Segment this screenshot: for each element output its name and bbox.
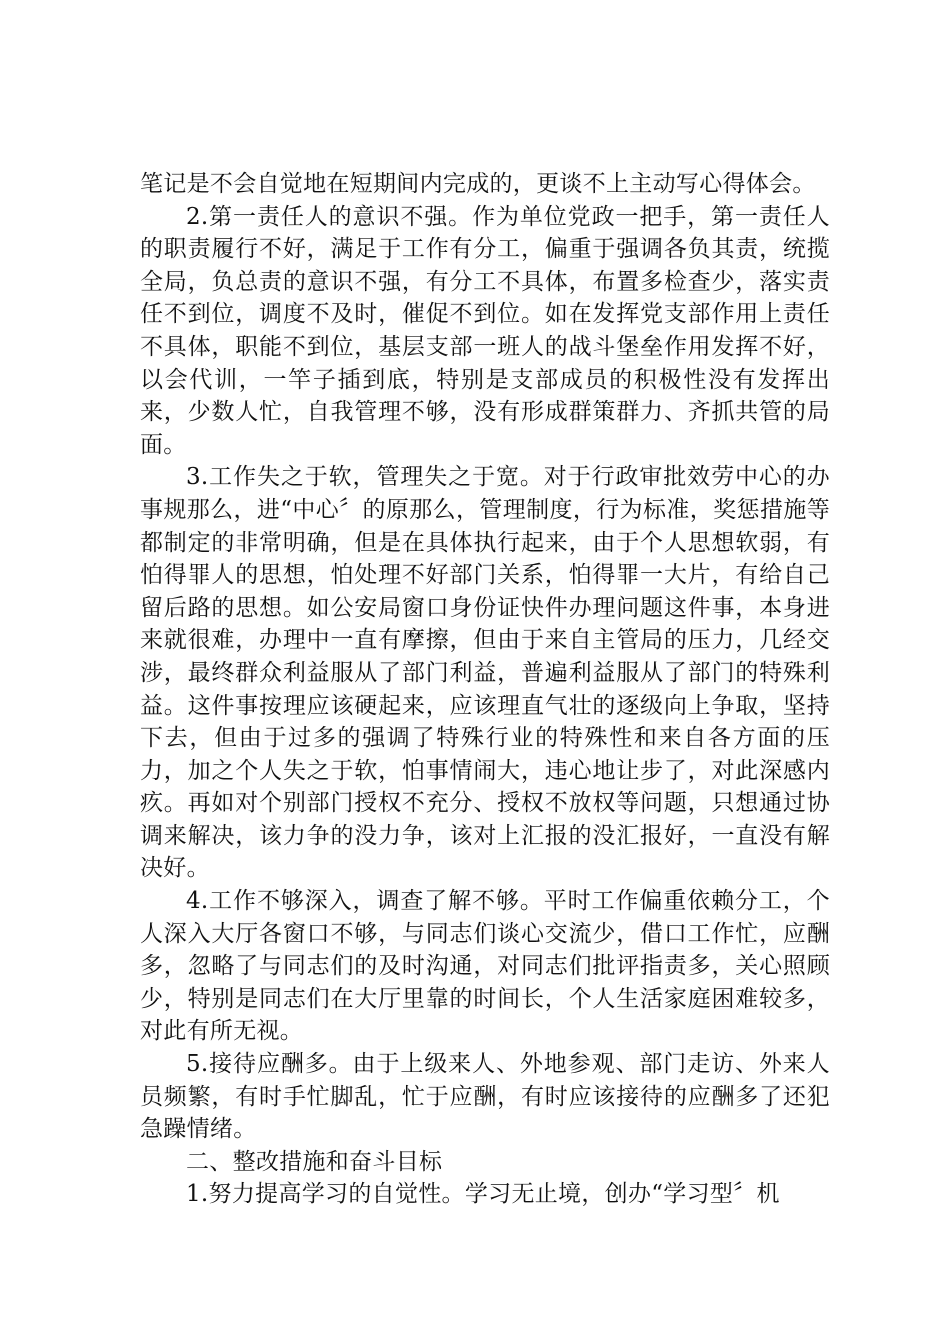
section-heading: 二、整改措施和奋斗目标	[186, 1148, 443, 1175]
paragraph-item-3: 3.工作失之于软，管理失之于宽。对于行政审批效劳中心的办事规那么，进“中心〞的原那么，管理制度，行为标准，奖惩措施等都制定的非常明确，但是在具体执行起来，由于个人思想软弱，有怕得罪人的思想，怕处理不好部门关系，怕得罪一大片，有给自己留后路的思想。如公安局窗口身份证快件办理问题这件事，本身进来就很难，办理中一直有摩擦，但由于来自主管局的压力，几经交涉，最终群众利益服从了部门利益，普遍利益服从了部门的特殊利益。这件事按理应该硬起来，应该理直气壮的逐级向上争取，坚持下去，但由于过多的强调了特殊行业的特殊性和来自各方面的压力，加之个人失之于软，怕事情闹大，违心地让步了，对此深感内疚。再如对个别部门授权不充分、授权不放权等问题，只想通过协调来解决，该力争的没力争，该对上汇报的没汇报好，一直没有解决好。	[140, 464, 830, 882]
paragraph-continuation: 笔记是不会自觉地在短期间内完成的，更谈不上主动写心得体会。	[140, 171, 816, 197]
document-body	[140, 168, 830, 1211]
paragraph-item-5: 5.接待应酬多。由于上级来人、外地参观、部门走访、外来人员频繁，有时手忙脚乱，忙于应酬，有时应该接待的应酬多了还犯急躁情绪。	[140, 1051, 830, 1143]
paragraph-item-2: 2.第一责任人的意识不强。作为单位党政一把手，第一责任人的职责履行不好，满足于工作有分工，偏重于强调各负其责，统揽全局，负总责的意识不强，有分工不具体，布置多检查少，落实责任不到位，调度不及时，催促不到位。如在发挥党支部作用上责任不具体，职能不到位，基层支部一班人的战斗堡垒作用发挥不好，以会代训，一竿子插到底，特别是支部成员的积极性没有发挥出来，少数人忙，自我管理不够，没有形成群策群力、齐抓共管的局面。	[140, 203, 830, 458]
paragraph-item-4: 4.工作不够深入，调查了解不够。平时工作偏重依赖分工，个人深入大厅各窗口不够，与同志们谈心交流少，借口工作忙，应酬多，忽略了与同志们的及时沟通，对同志们批评指责多，关心照顾少，特别是同志们在大厅里靠的时间长，个人生活家庭困难较多，对此有所无视。	[140, 888, 830, 1045]
paragraph-item-1-measures: 1.努力提高学习的自觉性。学习无止境，创办“学习型〞机	[186, 1181, 780, 1208]
